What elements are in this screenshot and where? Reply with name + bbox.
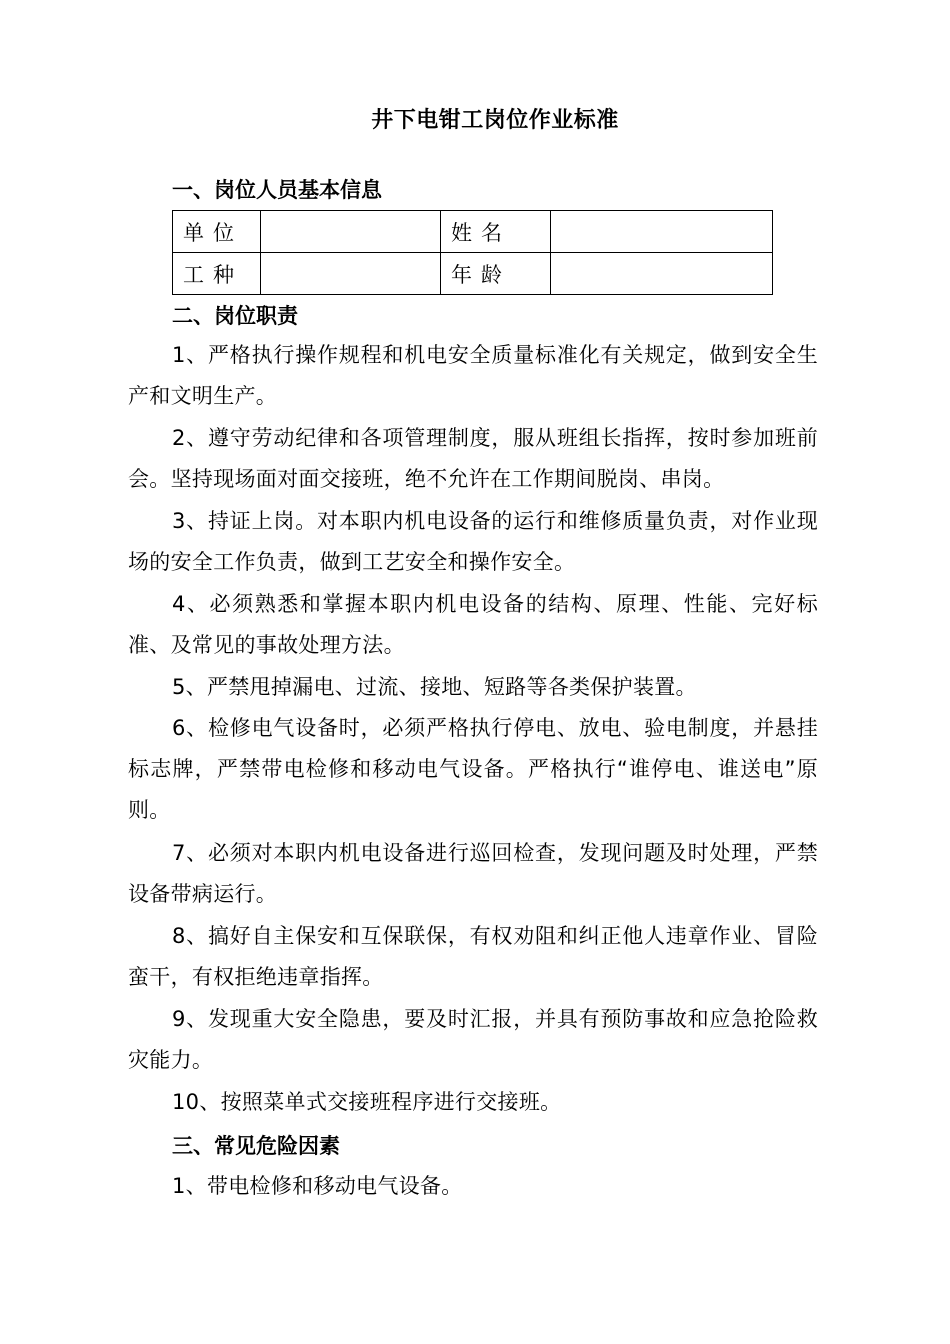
duty-item-3: 3、持证上岗。对本职内机电设备的运行和维修质量负责，对作业现场的安全工作负责，做到工艺安全和操作安全。 [128,509,818,574]
duty-item-1: 1、严格执行操作规程和机电安全质量标准化有关规定，做到安全生产和文明生产。 [128,343,818,408]
duty-item-10: 10、按照菜单式交接班程序进行交接班。 [172,1090,562,1114]
hazard-item-1: 1、带电检修和移动电气设备。 [172,1174,463,1198]
duty-item-4: 4、必须熟悉和掌握本职内机电设备的结构、原理、性能、完好标准、及常见的事故处理方法。 [128,592,818,657]
value-unit [261,211,441,253]
section-heading-basic-info: 一、岗位人员基本信息 [172,178,382,202]
duty-item-7: 7、必须对本职内机电设备进行巡回检查，发现问题及时处理，严禁设备带病运行。 [128,841,818,906]
table-row [173,253,773,295]
duty-item-8: 8、搞好自主保安和互保联保，有权劝阻和纠正他人违章作业、冒险蛮干，有权拒绝违章指挥。 [128,924,818,989]
document-title: 井下电钳工岗位作业标准 [371,108,619,133]
duty-item-5: 5、严禁甩掉漏电、过流、接地、短路等各类保护装置。 [172,675,697,699]
label-name: 姓名 [441,211,551,253]
section-heading-hazards: 三、常见危险因素 [172,1134,340,1158]
basic-info-table [172,210,773,295]
value-name [551,211,773,253]
duty-item-9: 9、发现重大安全隐患，要及时汇报，并具有预防事故和应急抢险救灾能力。 [128,1007,818,1072]
label-unit: 单位 [173,211,261,253]
label-job-type: 工种 [173,253,261,295]
label-age: 年龄 [441,253,551,295]
value-age [551,253,773,295]
section-heading-duties: 二、岗位职责 [172,304,298,328]
duty-item-2: 2、遵守劳动纪律和各项管理制度，服从班组长指挥，按时参加班前会。坚持现场面对面交接班，绝不允许在工作期间脱岗、串岗。 [128,426,818,491]
table-row [173,211,773,253]
value-job-type [261,253,441,295]
duty-item-6: 6、检修电气设备时，必须严格执行停电、放电、验电制度，并悬挂标志牌，严禁带电检修和移动电气设备。严格执行“谁停电、谁送电”原则。 [128,716,818,822]
